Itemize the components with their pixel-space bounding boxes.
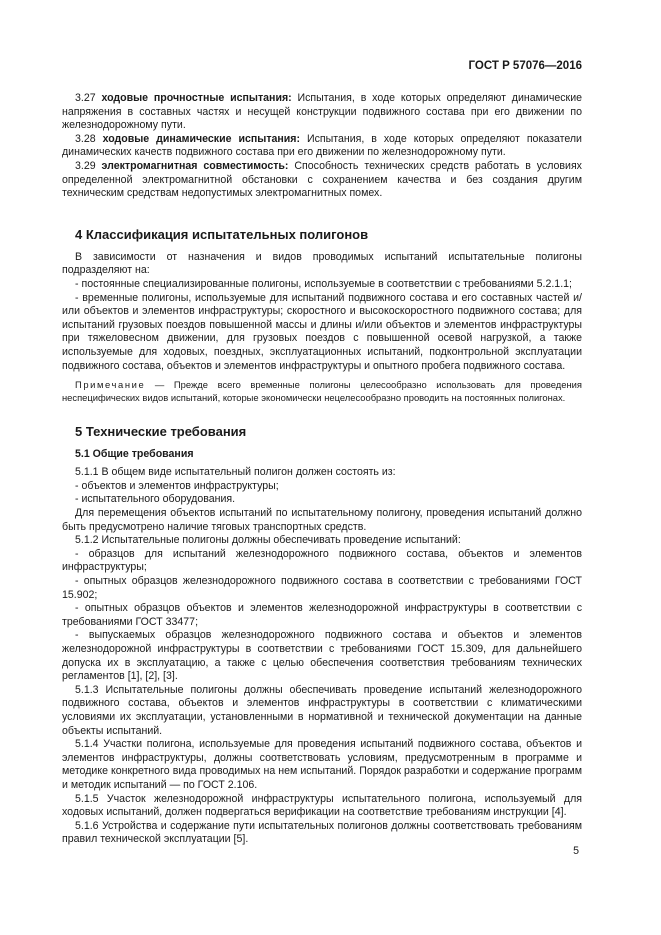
clause-5-1-6: 5.1.6 Устройства и содержание пути испытательных полигонов должны соответствовать требованиям правил технической эксплуатации [5]. [62,819,582,846]
list-item: - опытных образцов объектов и элементов железнодорожной инфраструктуры в соответствии с требованиями ГОСТ 33477; [62,602,582,628]
page-number: 5 [573,845,579,857]
clause-5-1-5: 5.1.5 Участок железнодорожной инфраструктуры испытательного полигона, используемый для ходовых испытаний, должен подвергаться верификации на соответствие требованиям инструкции [4]. [62,792,582,819]
list-item: - образцов для испытаний железнодорожного подвижного состава, объектов и элементов инфраструктуры; [62,547,582,574]
list-item: - объектов и элементов инфраструктуры; [75,479,279,492]
list-item: - временные полигоны, используемые для испытаний подвижного состава и его составных частей и/или объектов и элементов инфраструктуры; скоростного и высокоскоростного подвижного состава; для испытаний грузовых поездов повышенной массы и длины и/или объектов и элементов инфраструктуры при тяжеловесном движении, для грузовых поездов с повышенной осевой нагрузкой, а также используемые для ходовых, поездных, эксплуатационных испытаний, подконтрольной эксплуатации подвижного состава, объектов и элементов инфраструктуры и опытного пробега подвижного состава. [62,291,582,372]
definition-term: ходовые динамические испытания: [102,132,301,145]
list-item: - выпускаемых образцов железнодорожного подвижного состава и объектов и элементов железнодорожной инфраструктуры в соответствии с требованиями ГОСТ 15.309, для дальнейшего допуска их в эксплуатацию, а также с целью обеспечения соответствия требованиям технических регламентов [1], [2], [3]. [62,629,582,683]
page-content [62,92,582,847]
definition-text: Испытания, в ходе которых определяют динамические напряжения в составных частях и несущей конструкции подвижного состава при его движении по железнодорожному пути. [62,92,583,132]
list-item: - опытных образцов железнодорожного подвижного состава в соответствии с требованиями ГОСТ 15.902; [62,575,582,601]
definition-text: Способность технических средств работать в условиях определенной электромагнитной обстановки с сохранением качества и без создания другим техническим средствам недопустимых электромагнитных помех. [62,159,582,200]
section-4-title: 4 Классификация испытательных полигонов [75,226,369,242]
definition-text: Испытания, в ходе которых определяют показатели динамических качеств подвижного состава при его движении по железнодорожному пути. [62,132,582,159]
list-item: - испытательного оборудования. [75,493,236,506]
definition-3-27 [62,92,582,133]
clause-5-1-4: 5.1.4 Участки полигона, используемые для проведения испытаний подвижного состава, объектов и элементов инфраструктуры, должны соответствовать условиям, предусмотренным в программе и методике конкретного вида проводимых на нем испытаний. Порядок разработки и содержание программ и методик испытаний — по ГОСТ 2.106. [62,738,582,791]
definition-number: 3.29 [75,159,96,172]
definition-3-29 [62,160,582,201]
definition-term: электромагнитная совместимость: [101,159,289,172]
subsection-5-1-title: 5.1 Общие требования [75,447,194,460]
section-5-title: 5 Технические требования [75,423,247,439]
definition-number: 3.27 [75,92,96,104]
definition-3-28 [62,133,582,160]
definition-term: ходовые прочностные испытания: [101,92,292,104]
standard-header: ГОСТ Р 57076—2016 [468,60,582,72]
definition-number: 3.28 [75,132,96,145]
clause-5-1-3: 5.1.3 Испытательные полигоны должны обеспечивать проведение испытаний железнодорожного подвижного состава, объектов и элементов инфраструктуры в соответствии с климатическими условиями их эксплуатации, установленными в нормативной и технической документации на данные объекты испытаний. [62,683,582,737]
section-4-note [62,379,582,405]
note-label: Примечание [75,379,146,391]
clause-5-1-2: 5.1.2 Испытательные полигоны должны обеспечивать проведение испытаний: [75,534,461,547]
note-text: — Прежде всего временные полигоны целесообразно использовать для проведения неспецифических видов испытаний, которые экономически нецелесообразно проводить на постоянных полигонах. [62,379,582,403]
list-item: - постоянные специализированные полигоны, используемые в соответствии с требованиями 5.2.1.1; [75,277,572,290]
clause-5-1-1-extra: Для перемещения объектов испытаний по испытательному полигону, проведения испытаний должно быть предусмотрено наличие тяговых транспортных средств. [62,507,582,533]
clause-5-1-1: 5.1.1 В общем виде испытательный полигон должен состоять из: [75,466,396,479]
section-4-intro: В зависимости от назначения и видов проводимых испытаний испытательные полигоны подразделяют на: [62,250,582,277]
